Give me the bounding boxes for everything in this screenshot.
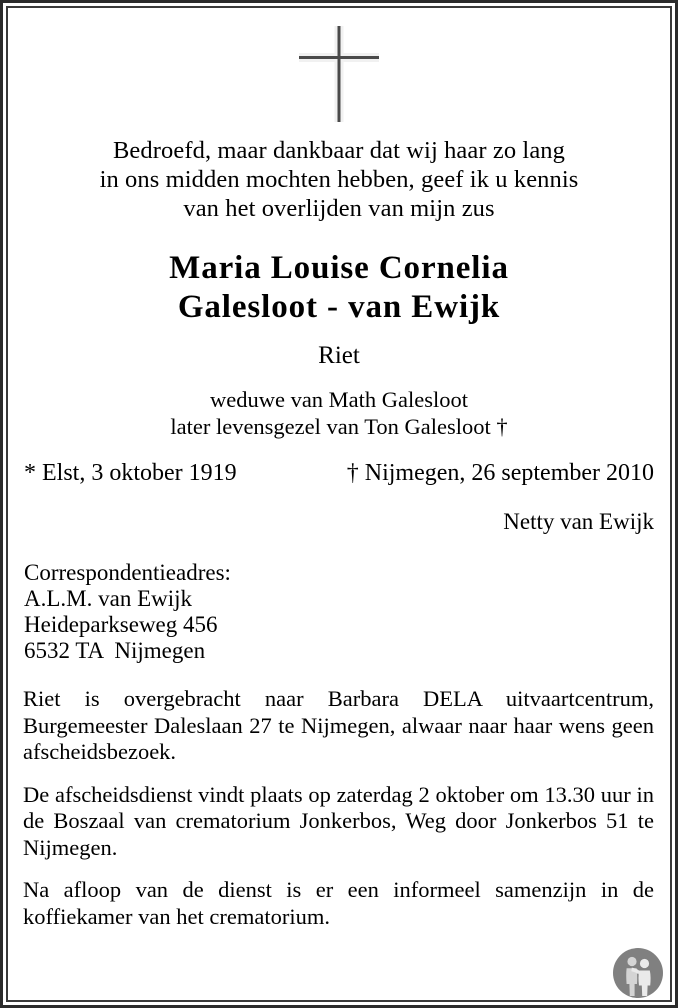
correspondence-name: A.L.M. van Ewijk: [24, 586, 193, 611]
two-figures-embracing-logo-icon: [613, 948, 663, 998]
deceased-given-names: Maria Louise Cornelia: [169, 250, 509, 286]
deceased-nickname: Riet: [318, 342, 360, 369]
deceased-surname: Galesloot - van Ewijk: [177, 289, 501, 325]
deceased-name: [23, 249, 655, 327]
correspondence-city: 6532 TA Nijmegen: [24, 638, 206, 663]
correspondence-label: Correspondentieadres:: [24, 560, 231, 585]
correspondence-street: Heideparkseweg 456: [24, 612, 218, 637]
notice-paragraph-2: De afscheidsdienst vindt plaats op zaterdag 2 oktober om 13.30 uur in de Boszaal van crematorium Jonkerbos, Weg door Jonkerbos 51 te Nijmegen.: [23, 781, 654, 860]
correspondence-address: [23, 560, 655, 664]
cross-vertical-bar: [338, 26, 341, 122]
life-dates: [23, 459, 655, 488]
notice-paragraph-3: Na afloop van de dienst is er een informeel samenzijn in de koffiekamer van het crematorium.: [23, 877, 654, 929]
relation-line-2: later levensgezel van Ton Galesloot †: [170, 414, 508, 439]
death-date: † Nijmegen, 26 september 2010: [346, 460, 654, 486]
latin-cross-icon: [294, 26, 384, 122]
intro-text: [23, 136, 655, 223]
notices-section: [23, 686, 655, 930]
deceased-relations: [23, 386, 655, 440]
card-content: [9, 9, 669, 999]
cross-symbol-area: [23, 26, 655, 134]
notice-paragraph-1: Riet is overgebracht naar Barbara DELA uitvaartcentrum, Burgemeester Daleslaan 27 te Nijmegen, alwaar naar haar wens geen afscheidsbezoek.: [23, 686, 654, 764]
intro-line-1: Bedroefd, maar dankbaar dat wij haar zo lang: [112, 137, 565, 164]
intro-line-3: van het overlijden van mijn zus: [183, 195, 495, 222]
cross-horizontal-bar: [299, 56, 379, 59]
intro-line-2: in ons midden mochten hebben, geef ik u kennis: [99, 166, 579, 193]
birth-date: * Elst, 3 oktober 1919: [24, 460, 237, 486]
relation-line-1: weduwe van Math Galesloot: [209, 387, 469, 412]
signatory-name: Netty van Ewijk: [503, 509, 654, 534]
